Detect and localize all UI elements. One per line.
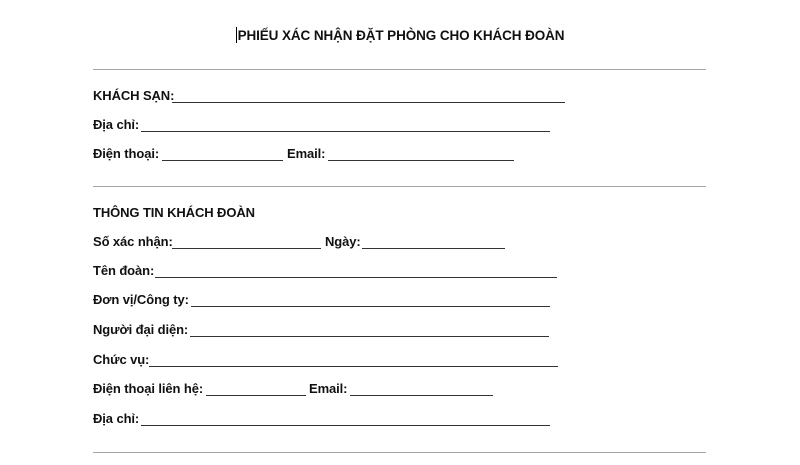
position-label: Chức vụ:: [93, 352, 150, 367]
confirmation-number-field[interactable]: [172, 248, 321, 249]
hotel-name-row: [93, 88, 573, 106]
representative-label: Người đại diện:: [93, 322, 189, 337]
document-title: [0, 27, 800, 43]
hotel-phone-field[interactable]: [162, 160, 283, 161]
contact-email-field[interactable]: [350, 395, 493, 396]
confirmation-number-label: Số xác nhận:: [93, 234, 173, 249]
group-info-heading: THÔNG TIN KHÁCH ĐOÀN: [93, 205, 255, 220]
position-row: [93, 352, 563, 370]
company-label: Đơn vị/Công ty:: [93, 292, 189, 307]
divider-middle: [93, 186, 706, 187]
hotel-email-label: Email:: [287, 146, 326, 161]
company-field[interactable]: [191, 306, 550, 307]
hotel-phone-label: Điện thoại:: [93, 146, 160, 161]
divider-bottom: [93, 452, 706, 453]
document-title-text: PHIẾU XÁC NHẬN ĐẶT PHÒNG CHO KHÁCH ĐOÀN: [237, 28, 565, 43]
group-address-label: Địa chỉ:: [93, 411, 140, 426]
group-name-row: [93, 263, 563, 281]
contact-email-label: Email:: [309, 381, 348, 396]
text-cursor: [236, 27, 237, 43]
group-name-field[interactable]: [155, 277, 557, 278]
hotel-address-field[interactable]: [141, 131, 550, 132]
hotel-email-field[interactable]: [328, 160, 514, 161]
contact-phone-label: Điện thoại liên hệ:: [93, 381, 204, 396]
company-row: [93, 292, 553, 310]
position-field[interactable]: [149, 366, 558, 367]
representative-field[interactable]: [190, 336, 549, 337]
group-name-label: Tên đoàn:: [93, 263, 155, 278]
representative-row: [93, 322, 553, 340]
hotel-address-label: Địa chỉ:: [93, 117, 140, 132]
hotel-contact-row: [93, 146, 523, 164]
hotel-name-field[interactable]: [172, 102, 565, 103]
group-address-row: [93, 411, 553, 429]
divider-top: [93, 69, 706, 70]
contact-phone-field[interactable]: [206, 395, 306, 396]
hotel-address-row: [93, 117, 553, 135]
hotel-name-label: KHÁCH SẠN:: [93, 88, 175, 103]
confirmation-row: [93, 234, 513, 252]
date-field[interactable]: [362, 248, 505, 249]
contact-row: [93, 381, 503, 399]
group-address-field[interactable]: [141, 425, 550, 426]
date-label: Ngày:: [325, 234, 361, 249]
